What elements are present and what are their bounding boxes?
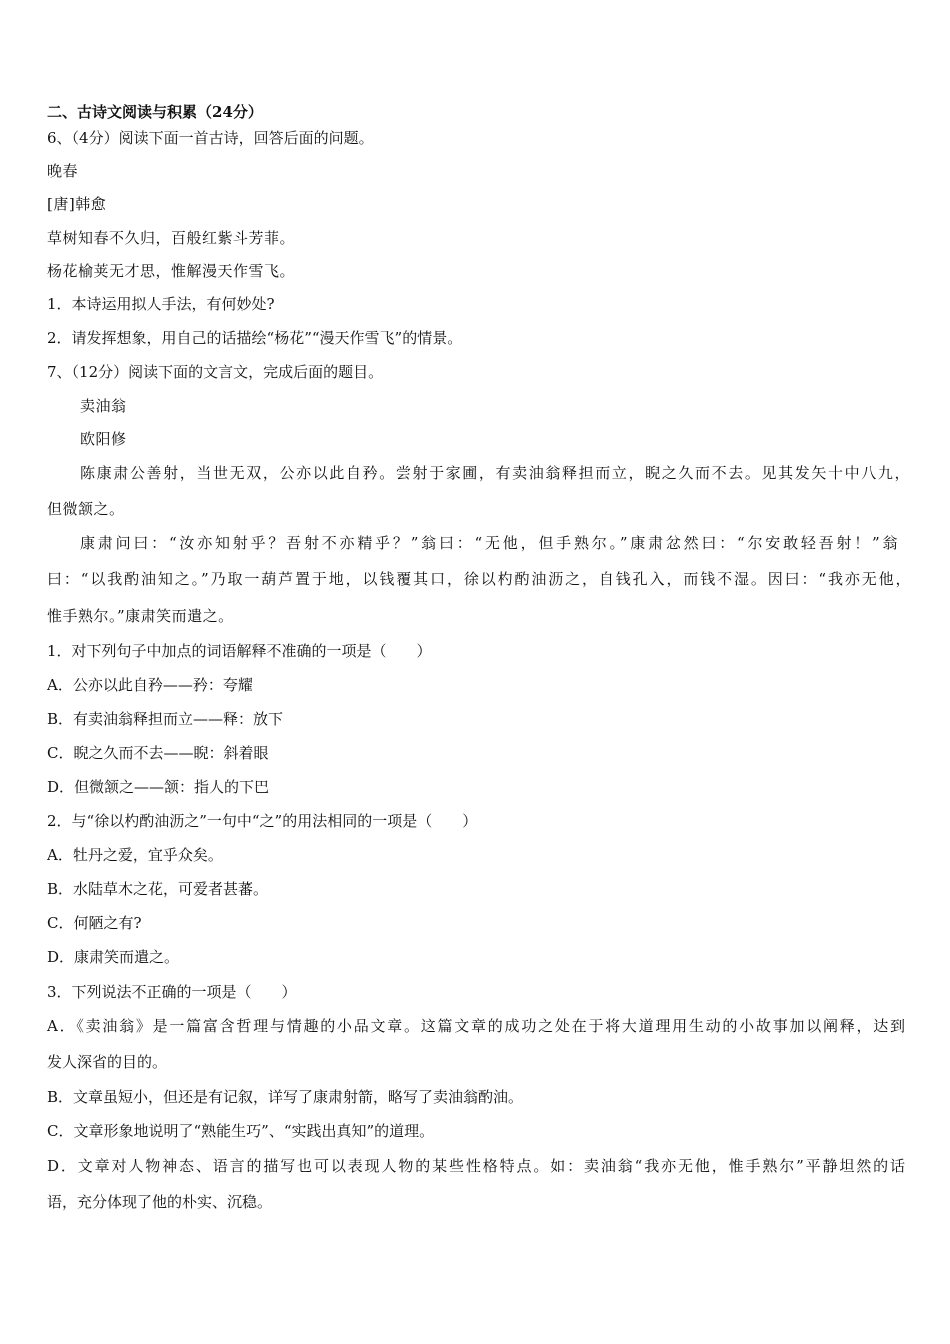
text-author: 欧阳修: [80, 430, 127, 448]
passage-para-1-line-1: 陈康肃公善射，当世无双，公亦以此自矜。尝射于家圃，有卖油翁释担而立，睨之久而不去。见其发矢十中八九，: [80, 464, 910, 482]
q7-3-option-a-line-1: A．《卖油翁》是一篇富含哲理与情趣的小品文章。这篇文章的成功之处在于将大道理用生动的小故事加以阐释，达到: [47, 1017, 905, 1035]
q7-2-option-b: B．水陆草木之花，可爱者甚蕃。: [47, 880, 269, 898]
q7-2-stem: 2．与“徐以杓酌油沥之”一句中“之”的用法相同的一项是（ ）: [47, 812, 478, 830]
q7-1-stem: 1．对下列句子中加点的词语解释不准确的一项是（ ）: [47, 642, 432, 660]
q7-3-option-a-line-2: 发人深省的目的。: [47, 1053, 168, 1071]
q7-3-stem: 3．下列说法不正确的一项是（ ）: [47, 983, 297, 1001]
poem-line-2: 杨花榆荚无才思，惟解漫天作雪飞。: [47, 262, 296, 280]
q7-stem: 7、（12分）阅读下面的文言文，完成后面的题目。: [47, 363, 384, 381]
poem-title: 晚春: [47, 162, 79, 180]
section-title: 二、古诗文阅读与积累（24分）: [47, 103, 263, 121]
passage-para-1-line-2: 但微颔之。: [47, 500, 125, 518]
poem-author: [唐]韩愈: [47, 195, 107, 213]
q7-3-option-d-line-2: 语，充分体现了他的朴实、沉稳。: [47, 1193, 273, 1211]
text-title: 卖油翁: [80, 397, 127, 415]
passage-para-2-line-3: 惟手熟尔。”康肃笑而遣之。: [47, 607, 234, 625]
q7-2-option-d: D．康肃笑而遣之。: [47, 948, 180, 966]
q7-1-option-d: D．但微颔之——颔：指人的下巴: [47, 778, 270, 796]
q7-1-option-c: C．睨之久而不去——睨：斜着眼: [47, 744, 269, 762]
passage-para-2-line-1: 康肃问曰：“汝亦知射乎？吾射不亦精乎？”翁曰：“无他，但手熟尔。”康肃忿然曰：“尔安敢轻吾射！”翁: [80, 534, 898, 552]
q7-3-option-c: C．文章形象地说明了“熟能生巧”、“实践出真知”的道理。: [47, 1122, 435, 1140]
passage-para-2-line-2: 曰：“以我酌油知之。”乃取一葫芦置于地，以钱覆其口，徐以杓酌油沥之，自钱孔入，而钱不湿。因曰：“我亦无他，: [47, 570, 911, 588]
q6-stem: 6、（4分）阅读下面一首古诗，回答后面的问题。: [47, 129, 374, 147]
q6-sub-1: 1．本诗运用拟人手法，有何妙处?: [47, 295, 275, 313]
q7-2-option-c: C．何陋之有?: [47, 914, 142, 932]
q7-3-option-b: B．文章虽短小，但还是有记叙，详写了康肃射箭，略写了卖油翁酌油。: [47, 1088, 524, 1106]
q7-1-option-a: A．公亦以此自矜——矜：夸耀: [47, 676, 253, 694]
poem-line-1: 草树知春不久归，百般红紫斗芳菲。: [47, 229, 296, 247]
q6-sub-2: 2．请发挥想象，用自己的话描绘“杨花”“漫天作雪飞”的情景。: [47, 329, 463, 347]
q7-1-option-b: B．有卖油翁释担而立——释：放下: [47, 710, 284, 728]
q7-2-option-a: A．牡丹之爱，宜乎众矣。: [47, 846, 223, 864]
q7-3-option-d-line-1: D．文章对人物神态、语言的描写也可以表现人物的某些性格特点。如：卖油翁“我亦无他，惟手熟尔”平静坦然的话: [47, 1157, 905, 1175]
